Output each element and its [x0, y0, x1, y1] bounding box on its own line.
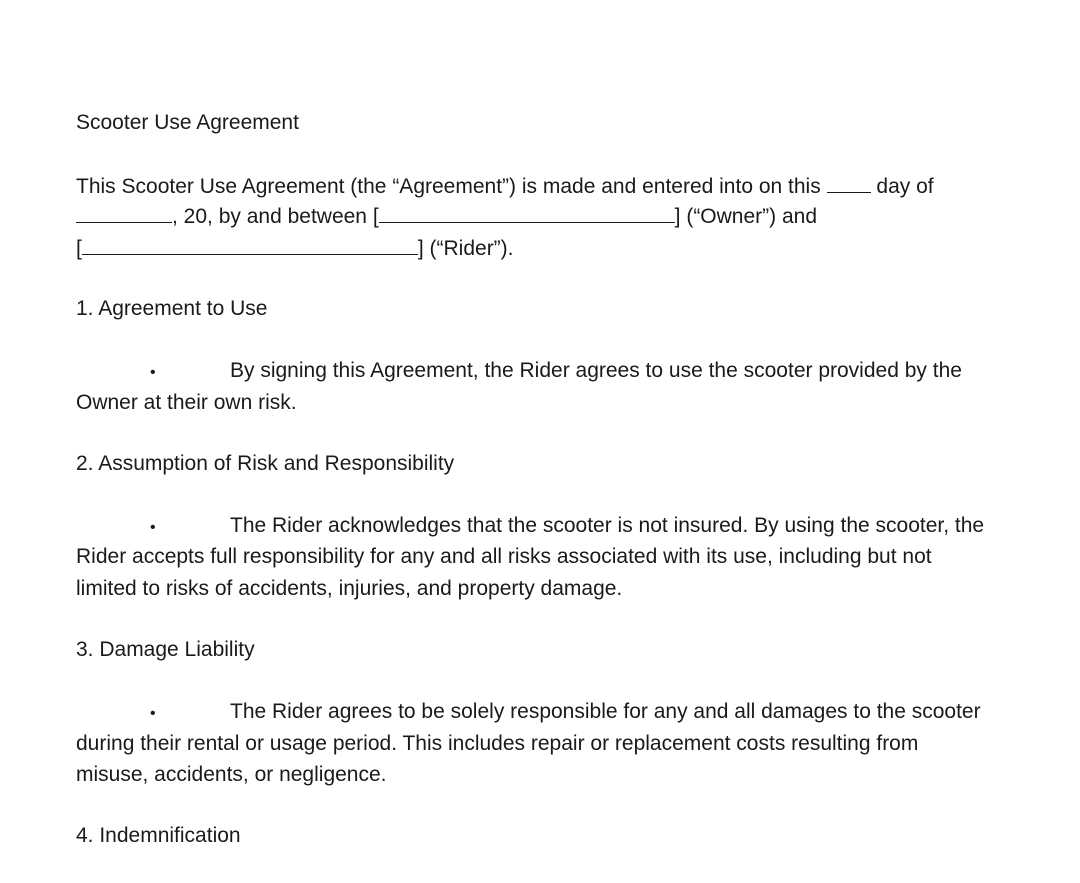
section-text-line: Owner at their own risk.: [76, 391, 297, 414]
bullet-icon: •: [150, 519, 156, 536]
section-text-line: The Rider acknowledges that the scooter is not insured. By using the scooter, the: [230, 514, 985, 537]
section-text-line: By signing this Agreement, the Rider agrees to use the scooter provided by the: [230, 359, 962, 382]
bullet-icon: •: [150, 705, 156, 722]
month-blank-field[interactable]: [76, 203, 172, 223]
intro-text-2: day of: [876, 175, 934, 198]
section-text-line: misuse, accidents, or negligence.: [76, 763, 387, 786]
intro-text-6: ] (“Rider”).: [417, 237, 514, 260]
section-text-line: Rider accepts full responsibility for any and all risks associated with its use, including but not: [76, 545, 932, 568]
intro-text-1: This Scooter Use Agreement (the “Agreement”) is made and entered into on this: [76, 175, 821, 198]
day-blank-field[interactable]: [827, 173, 871, 193]
section-text-line: limited to risks of accidents, injuries, and property damage.: [76, 577, 623, 600]
section-bullet-line: [76, 358, 962, 386]
section-bullet-line: [76, 699, 981, 727]
section-bullet-line: [76, 513, 984, 541]
section-heading: 4. Indemnification: [76, 824, 241, 847]
intro-line-3: [76, 235, 514, 262]
intro-text-5: [: [76, 237, 82, 260]
section-heading: 3. Damage Liability: [76, 638, 255, 661]
section-heading: 2. Assumption of Risk and Responsibility: [76, 452, 455, 475]
owner-blank-field[interactable]: [379, 203, 675, 223]
intro-text-3: , 20, by and between [: [172, 205, 379, 228]
bullet-icon: •: [150, 364, 156, 381]
section-text-line: The Rider agrees to be solely responsible for any and all damages to the scooter: [230, 700, 981, 723]
rider-blank-field[interactable]: [82, 235, 418, 255]
intro-line-2: [76, 203, 817, 230]
section-heading: 1. Agreement to Use: [76, 297, 268, 320]
intro-line-1: [76, 173, 934, 200]
intro-text-4: ] (“Owner”) and: [674, 205, 818, 228]
document-title: Scooter Use Agreement: [76, 111, 299, 134]
section-text-line: during their rental or usage period. This includes repair or replacement costs resulting from: [76, 732, 919, 755]
